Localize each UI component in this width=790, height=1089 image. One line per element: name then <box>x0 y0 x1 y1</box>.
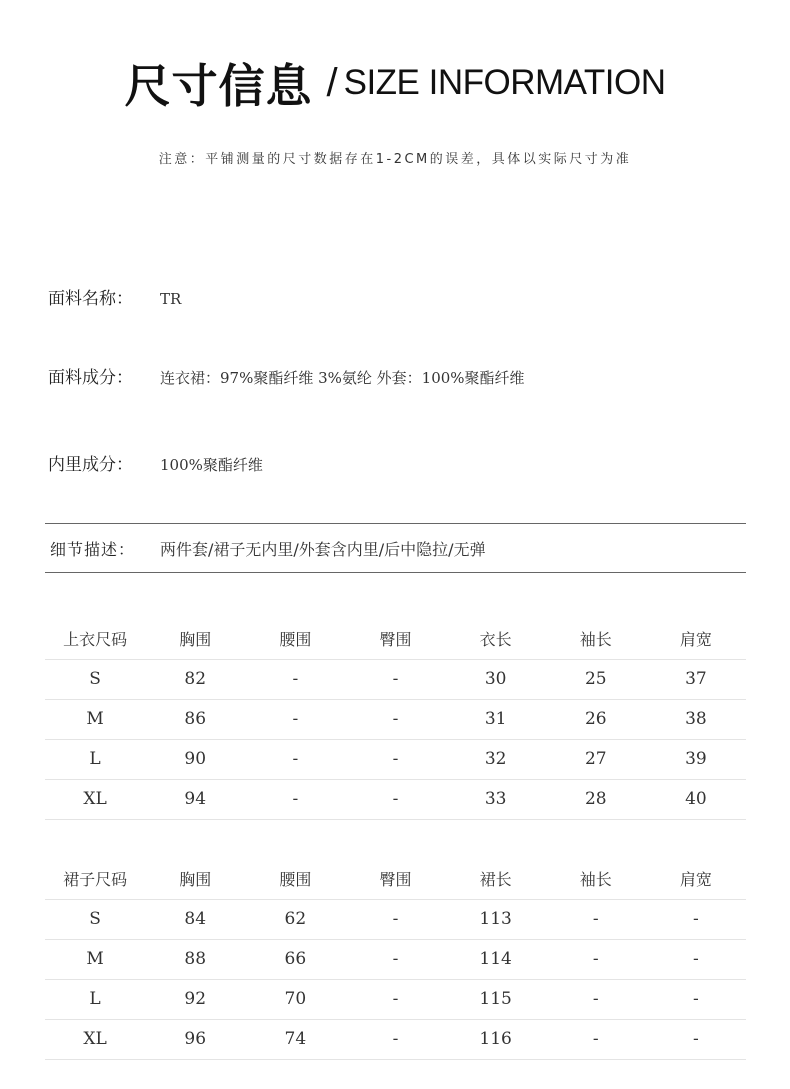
detail-description <box>45 523 746 573</box>
table-cell: - <box>245 739 345 779</box>
table-cell: 27 <box>546 739 646 779</box>
table-cell: - <box>345 939 445 979</box>
table-cell: XL <box>45 779 145 819</box>
header-cell: 胸围 <box>145 859 245 899</box>
table-cell: 31 <box>446 699 546 739</box>
table-cell: 82 <box>145 659 245 699</box>
table-cell: 84 <box>145 899 245 939</box>
header-cell: 腰围 <box>245 859 345 899</box>
table-cell: 116 <box>446 1019 546 1059</box>
table-cell: - <box>345 979 445 1019</box>
table-cell: M <box>45 699 145 739</box>
table-cell: S <box>45 659 145 699</box>
table-cell: L <box>45 739 145 779</box>
header-cell: 肩宽 <box>646 859 746 899</box>
table-cell: 28 <box>546 779 646 819</box>
table-cell: - <box>546 939 646 979</box>
table-cell: - <box>345 1019 445 1059</box>
table-cell: 37 <box>646 659 746 699</box>
measurement-notice: 注意：平铺测量的尺寸数据存在1-2CM的误差，具体以实际尺寸为准 <box>158 152 632 167</box>
table-row <box>45 659 746 699</box>
table-cell: 113 <box>446 899 546 939</box>
table-cell: - <box>646 939 746 979</box>
header-cell: 胸围 <box>145 619 245 659</box>
table-row <box>45 739 746 779</box>
table-cell: - <box>345 739 445 779</box>
fabric-composition-value: 连衣裙：97%聚酯纤维 3%氨纶 外套：100%聚酯纤维 <box>160 369 525 387</box>
header-cell: 裙长 <box>446 859 546 899</box>
table-cell: 90 <box>145 739 245 779</box>
table-cell: 33 <box>446 779 546 819</box>
table-cell: L <box>45 979 145 1019</box>
table-cell: - <box>646 899 746 939</box>
header-cell: 袖长 <box>546 859 646 899</box>
table-cell: S <box>45 899 145 939</box>
table-cell: 39 <box>646 739 746 779</box>
title-english: SIZE INFORMATION <box>343 63 666 102</box>
title-chinese: 尺寸信息 <box>124 59 313 113</box>
table-cell: - <box>345 659 445 699</box>
table-cell: - <box>546 979 646 1019</box>
table-cell: - <box>646 979 746 1019</box>
fabric-composition-row <box>48 363 525 388</box>
detail-value: 两件套/裙子无内里/外套含内里/后中隐拉/无弹 <box>160 539 486 559</box>
fabric-name-value: TR <box>160 290 182 308</box>
table-cell: 26 <box>546 699 646 739</box>
table-cell: 66 <box>245 939 345 979</box>
table-cell: 40 <box>646 779 746 819</box>
title-slash: / <box>326 60 338 105</box>
header-cell: 臀围 <box>345 859 445 899</box>
table-row <box>45 939 746 979</box>
table-cell: 38 <box>646 699 746 739</box>
lining-composition-label: 内里成分： <box>48 455 133 475</box>
header-cell: 上衣尺码 <box>45 619 145 659</box>
table-row <box>45 1019 746 1059</box>
lining-composition-value: 100%聚酯纤维 <box>160 456 263 474</box>
table-cell: 94 <box>145 779 245 819</box>
header-cell: 臀围 <box>345 619 445 659</box>
lining-composition-row <box>48 450 263 475</box>
table-cell: - <box>245 699 345 739</box>
table-row <box>45 979 746 1019</box>
table-cell: M <box>45 939 145 979</box>
table-cell: 88 <box>145 939 245 979</box>
table-cell: 70 <box>245 979 345 1019</box>
top-size-table <box>45 619 746 820</box>
fabric-name-row <box>48 284 181 309</box>
detail-label: 细节描述： <box>50 539 136 559</box>
table-cell: 92 <box>145 979 245 1019</box>
table-row <box>45 899 746 939</box>
table-cell: - <box>345 699 445 739</box>
header-cell: 衣长 <box>446 619 546 659</box>
table-header-row <box>45 859 746 899</box>
table-cell: XL <box>45 1019 145 1059</box>
table-cell: - <box>245 659 345 699</box>
table-cell: 86 <box>145 699 245 739</box>
header-cell: 裙子尺码 <box>45 859 145 899</box>
table-cell: - <box>345 779 445 819</box>
header-cell: 肩宽 <box>646 619 746 659</box>
fabric-composition-label: 面料成分： <box>48 368 133 388</box>
table-cell: - <box>546 899 646 939</box>
fabric-name-label: 面料名称： <box>48 289 133 309</box>
table-cell: 96 <box>145 1019 245 1059</box>
table-cell: - <box>646 1019 746 1059</box>
table-cell: - <box>345 899 445 939</box>
skirt-size-table <box>45 859 746 1060</box>
page-title <box>0 50 790 116</box>
table-cell: 62 <box>245 899 345 939</box>
table-cell: - <box>546 1019 646 1059</box>
header-cell: 袖长 <box>546 619 646 659</box>
header-cell: 腰围 <box>245 619 345 659</box>
table-cell: 114 <box>446 939 546 979</box>
table-cell: 74 <box>245 1019 345 1059</box>
table-row <box>45 779 746 819</box>
table-cell: 25 <box>546 659 646 699</box>
table-header-row <box>45 619 746 659</box>
table-cell: 115 <box>446 979 546 1019</box>
table-cell: 30 <box>446 659 546 699</box>
table-cell: 32 <box>446 739 546 779</box>
table-row <box>45 699 746 739</box>
table-cell: - <box>245 779 345 819</box>
